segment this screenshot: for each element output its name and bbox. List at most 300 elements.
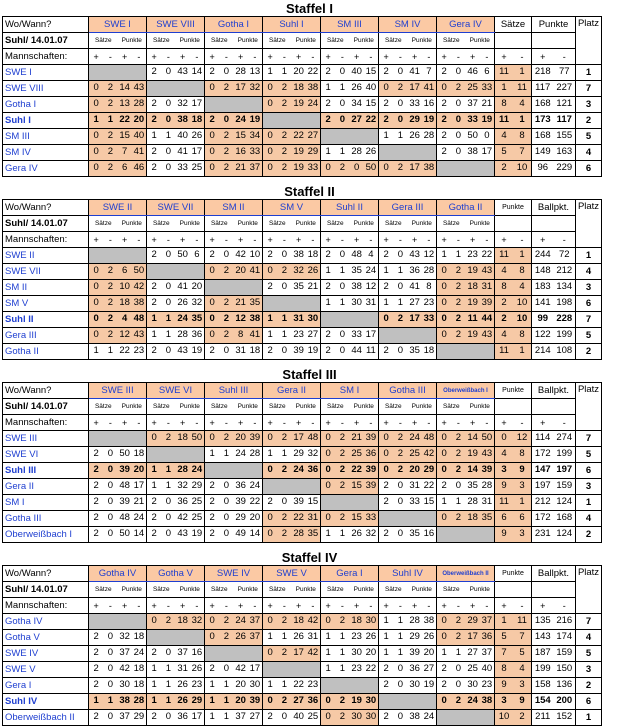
- total-points: [495, 328, 531, 343]
- saetze-punkte-subheader: [205, 33, 263, 49]
- match-result-cell: [263, 280, 321, 296]
- plus-minus-marker: [263, 415, 321, 431]
- match-result-cell: [147, 129, 205, 145]
- match-result-cell: [147, 527, 205, 543]
- sum-right-header: Ballpkt.: [532, 200, 576, 216]
- match-result: [321, 65, 378, 80]
- points-lost: 38: [423, 615, 435, 626]
- total-plus: 4: [501, 265, 507, 276]
- match-result: [379, 129, 436, 144]
- sets-won: 1: [325, 647, 331, 658]
- points-lost: 18: [307, 249, 319, 260]
- team-row: [3, 296, 602, 312]
- points-lost: 40: [133, 130, 145, 141]
- match-result: [437, 431, 494, 446]
- points-won: 22: [293, 512, 304, 523]
- balls-plus: 231: [534, 528, 551, 539]
- points-lost: 23: [481, 679, 493, 690]
- sets-lost: 1: [281, 631, 288, 642]
- match-result-cell: [263, 646, 321, 662]
- points-lost: 21: [307, 281, 319, 292]
- sets-lost: 1: [281, 66, 288, 77]
- sets-won: 1: [383, 265, 389, 276]
- match-result: [321, 296, 378, 311]
- points-won: 28: [177, 464, 188, 475]
- minus-sign: -: [166, 417, 170, 428]
- total-balls: [532, 248, 575, 263]
- sets-lost: 0: [397, 249, 404, 260]
- sets-lost: 2: [397, 448, 404, 459]
- points-lost: 14: [249, 528, 261, 539]
- match-result-cell: [89, 280, 147, 296]
- match-result-cell: [379, 81, 437, 97]
- minus-sign: -: [456, 417, 460, 428]
- self-match-cell: [147, 264, 205, 280]
- sets-lost: 2: [281, 647, 288, 658]
- sets-lost: 0: [339, 329, 346, 340]
- saetze-label: Sätze: [268, 36, 286, 44]
- points-won: 26: [351, 82, 362, 93]
- match-result: [89, 479, 146, 494]
- match-result: [205, 344, 262, 359]
- plus-minus-marker: [379, 598, 437, 614]
- match-result: [263, 161, 320, 176]
- match-result-cell: [205, 81, 263, 97]
- match-result: [437, 511, 494, 526]
- minus-sign: -: [137, 417, 141, 428]
- sets-won: 2: [383, 345, 389, 356]
- sets-lost: 0: [165, 114, 172, 125]
- sets-won: 2: [383, 480, 389, 491]
- sets-won: 0: [383, 432, 389, 443]
- platz-value: 7: [576, 312, 602, 328]
- self-match-cell: [437, 161, 495, 177]
- punkte-label: Punkte: [411, 36, 432, 44]
- punkte-label: Punkte: [469, 585, 490, 593]
- points-won: 20: [293, 66, 304, 77]
- plus-sign: +: [383, 234, 389, 245]
- sets-lost: 2: [281, 98, 288, 109]
- points-won: 6: [121, 265, 128, 276]
- column-team-header: Suhl III: [205, 383, 263, 399]
- sets-lost: 2: [223, 146, 230, 157]
- match-result-cell: [89, 463, 147, 479]
- total-balls-cell: [532, 447, 576, 463]
- plus-minus-marker: [321, 232, 379, 248]
- staffel-title: Staffel I: [286, 1, 333, 16]
- sets-won: 2: [383, 496, 389, 507]
- plus-sign: +: [411, 51, 418, 62]
- sets-won: 1: [441, 249, 447, 260]
- sets-lost: 1: [339, 82, 346, 93]
- sets-won: 0: [325, 615, 331, 626]
- sets-lost: 2: [455, 695, 462, 706]
- match-result: [89, 145, 146, 160]
- sets-won: 2: [151, 281, 157, 292]
- minus-sign: -: [108, 600, 112, 611]
- points-won: 30: [351, 711, 362, 722]
- total-points-cell: [495, 312, 532, 328]
- points-lost: 24: [133, 512, 145, 523]
- saetze-punkte-subheader: [437, 399, 495, 415]
- platz-value: 1: [576, 710, 602, 726]
- total-balls-cell: [532, 264, 576, 280]
- match-result: [321, 614, 378, 629]
- sets-won: 0: [441, 615, 447, 626]
- balls-minus: 228: [556, 313, 573, 324]
- total-points: [495, 463, 531, 478]
- match-result: [147, 328, 204, 343]
- team-name: Gotha V: [3, 630, 89, 646]
- sets-lost: 1: [223, 695, 230, 706]
- total-plus: 6: [501, 512, 507, 523]
- total-balls: [532, 447, 575, 462]
- total-points: [495, 296, 531, 311]
- total-minus: 3: [519, 679, 525, 690]
- plus-sign: +: [501, 600, 507, 611]
- sets-lost: 0: [455, 114, 462, 125]
- points-lost: 18: [133, 663, 145, 674]
- sets-won: 0: [325, 695, 331, 706]
- match-result: [321, 646, 378, 661]
- minus-sign: -: [427, 51, 431, 62]
- match-result-cell: [205, 678, 263, 694]
- sets-lost: 0: [223, 114, 230, 125]
- match-result-cell: [89, 662, 147, 678]
- match-result-cell: [205, 328, 263, 344]
- total-balls: [532, 678, 575, 693]
- points-won: 42: [235, 249, 246, 260]
- balls-plus: 214: [534, 345, 551, 356]
- points-lost: 28: [133, 98, 145, 109]
- points-won: 17: [293, 432, 304, 443]
- saetze-punkte-subheader: [205, 582, 263, 598]
- match-result-cell: [263, 694, 321, 710]
- match-result-cell: [147, 113, 205, 129]
- sets-won: 2: [383, 528, 389, 539]
- sets-lost: 2: [223, 82, 230, 93]
- match-result: [437, 495, 494, 510]
- saetze-label: Sätze: [94, 36, 112, 44]
- points-won: 25: [409, 448, 420, 459]
- points-won: 19: [351, 695, 362, 706]
- team-row: [3, 678, 602, 694]
- match-result: [379, 65, 436, 80]
- saetze-label: Sätze: [152, 402, 170, 410]
- team-row: [3, 694, 602, 710]
- points-lost: 24: [133, 647, 145, 658]
- saetze-punkte-subheader: [379, 216, 437, 232]
- match-result-cell: [321, 630, 379, 646]
- sets-lost: 2: [223, 265, 230, 276]
- match-result-cell: [321, 479, 379, 495]
- points-won: 15: [351, 512, 362, 523]
- points-won: 24: [235, 448, 246, 459]
- balls-plus: 143: [534, 631, 551, 642]
- match-result-cell: [321, 248, 379, 264]
- event-date: Suhl/ 14.01.07: [3, 33, 89, 49]
- plus-sign: +: [295, 600, 302, 611]
- match-result: [379, 280, 436, 295]
- sets-won: 2: [151, 114, 157, 125]
- points-lost: 17: [365, 329, 377, 340]
- minus-sign: -: [427, 234, 431, 245]
- saetze-punkte-subheader: [263, 582, 321, 598]
- points-lost: 42: [423, 448, 435, 459]
- sets-won: 1: [325, 631, 331, 642]
- sets-lost: 1: [223, 679, 230, 690]
- balls-minus: 152: [556, 711, 573, 722]
- match-result: [89, 463, 146, 478]
- saetze-punkte-subheader: [379, 582, 437, 598]
- balls-minus: 72: [558, 249, 570, 260]
- minus-sign: -: [427, 417, 431, 428]
- match-result-cell: [437, 81, 495, 97]
- match-result-cell: [205, 479, 263, 495]
- sets-won: 0: [209, 162, 215, 173]
- plus-minus-marker: [532, 232, 576, 248]
- points-lost: 13: [249, 66, 261, 77]
- plus-sign: +: [179, 417, 186, 428]
- match-result: [321, 431, 378, 446]
- points-won: 18: [351, 615, 362, 626]
- match-result-cell: [147, 248, 205, 264]
- match-result-cell: [379, 264, 437, 280]
- sets-won: 1: [267, 631, 273, 642]
- match-result-cell: [205, 694, 263, 710]
- match-result: [205, 161, 262, 176]
- sets-won: 1: [93, 114, 99, 125]
- match-result: [321, 662, 378, 677]
- match-result: [379, 678, 436, 693]
- match-result: [379, 81, 436, 96]
- sets-lost: 1: [107, 114, 114, 125]
- wo-wann-label: Wo/Wann?: [3, 566, 89, 582]
- match-result-cell: [205, 710, 263, 726]
- staffel-title: Staffel III: [282, 367, 337, 382]
- points-won: 41: [177, 281, 188, 292]
- points-lost: 19: [307, 345, 319, 356]
- platz-value: 7: [576, 614, 602, 630]
- match-result-cell: [379, 280, 437, 296]
- team-name: SWE VI: [3, 447, 89, 463]
- points-won: 30: [119, 679, 130, 690]
- sets-won: 2: [267, 711, 273, 722]
- column-team-header: SM I: [321, 383, 379, 399]
- plus-sign: +: [179, 51, 186, 62]
- plus-sign: +: [540, 417, 546, 428]
- plus-sign: +: [267, 51, 273, 62]
- points-won: 50: [119, 528, 130, 539]
- total-points: [495, 479, 531, 494]
- column-team-header: SM V: [263, 200, 321, 216]
- self-match-cell: [89, 65, 147, 81]
- points-won: 26: [351, 528, 362, 539]
- sum-right-header: Punkte: [532, 17, 576, 33]
- match-result-cell: [263, 614, 321, 630]
- total-plus: 0: [501, 432, 507, 443]
- minus-sign: -: [311, 600, 315, 611]
- match-result: [321, 447, 378, 462]
- points-lost: 39: [481, 464, 493, 475]
- points-won: 27: [467, 647, 478, 658]
- sets-lost: 0: [107, 631, 114, 642]
- points-won: 39: [119, 496, 130, 507]
- total-minus: 7: [519, 146, 525, 157]
- points-won: 30: [351, 297, 362, 308]
- match-result: [437, 447, 494, 462]
- points-won: 22: [119, 345, 130, 356]
- punkte-label: Punkte: [295, 585, 316, 593]
- sets-won: 2: [151, 496, 157, 507]
- balls-plus: 172: [534, 448, 551, 459]
- points-won: 33: [409, 496, 420, 507]
- total-points-cell: [495, 344, 532, 360]
- match-result: [147, 495, 204, 510]
- points-lost: 34: [249, 130, 261, 141]
- sets-won: 0: [441, 631, 447, 642]
- sets-won: 2: [93, 631, 99, 642]
- match-result: [205, 614, 262, 629]
- platz-value: 4: [576, 145, 602, 161]
- points-lost: 26: [365, 631, 377, 642]
- balls-plus: 173: [534, 114, 551, 125]
- minus-sign: -: [253, 600, 257, 611]
- match-result: [321, 248, 378, 263]
- plus-sign: +: [469, 417, 476, 428]
- minus-sign: -: [520, 51, 524, 62]
- points-lost: 8: [426, 281, 432, 292]
- saetze-label: Sätze: [152, 219, 170, 227]
- minus-sign: -: [224, 600, 228, 611]
- points-lost: 32: [191, 297, 203, 308]
- match-result: [205, 630, 262, 645]
- platz-value: 6: [576, 296, 602, 312]
- sets-won: 2: [325, 249, 331, 260]
- header-row: [3, 17, 602, 33]
- total-minus: 11: [517, 615, 527, 626]
- team-row: [3, 312, 602, 328]
- points-lost: 22: [365, 663, 377, 674]
- minus-sign: -: [311, 234, 315, 245]
- minus-sign: -: [398, 51, 402, 62]
- balls-minus: 274: [556, 432, 573, 443]
- points-won: 48: [119, 512, 130, 523]
- sets-won: 2: [441, 66, 447, 77]
- points-lost: 28: [423, 130, 435, 141]
- sets-won: 0: [151, 432, 157, 443]
- sets-lost: 0: [223, 480, 230, 491]
- team-name: SWE V: [3, 662, 89, 678]
- total-plus: 11: [499, 66, 509, 77]
- sets-won: 2: [383, 663, 389, 674]
- points-lost: 33: [481, 82, 493, 93]
- match-result: [379, 463, 436, 478]
- points-won: 14: [119, 82, 130, 93]
- sets-lost: 0: [165, 711, 172, 722]
- sets-won: 2: [151, 647, 157, 658]
- points-won: 26: [177, 679, 188, 690]
- points-lost: 31: [365, 297, 377, 308]
- points-lost: 20: [133, 114, 145, 125]
- points-won: 35: [467, 480, 478, 491]
- points-lost: 24: [249, 480, 261, 491]
- sets-won: 0: [441, 281, 447, 292]
- total-points-cell: [495, 113, 532, 129]
- sets-won: 0: [151, 615, 157, 626]
- points-won: 23: [351, 663, 362, 674]
- match-result-cell: [379, 614, 437, 630]
- points-won: 24: [409, 432, 420, 443]
- plus-minus-marker: [147, 415, 205, 431]
- points-lost: 15: [365, 66, 377, 77]
- points-lost: 23: [423, 297, 435, 308]
- sets-lost: 0: [339, 114, 346, 125]
- points-won: 23: [351, 631, 362, 642]
- match-result-cell: [321, 344, 379, 360]
- points-won: 31: [235, 345, 246, 356]
- sets-won: 0: [267, 695, 273, 706]
- plus-minus-marker: [379, 49, 437, 65]
- points-won: 24: [177, 313, 188, 324]
- plus-sign: +: [93, 600, 99, 611]
- points-lost: 17: [481, 146, 493, 157]
- match-result-cell: [89, 97, 147, 113]
- sets-won: 0: [267, 615, 273, 626]
- match-result-cell: [147, 614, 205, 630]
- minus-sign: -: [253, 234, 257, 245]
- balls-plus: 114: [535, 432, 551, 443]
- points-lost: 19: [191, 345, 203, 356]
- total-points-cell: [495, 161, 532, 177]
- match-result-cell: [321, 614, 379, 630]
- match-result-cell: [263, 495, 321, 511]
- total-balls-cell: [532, 614, 576, 630]
- sets-lost: 2: [107, 130, 114, 141]
- plus-sign: +: [441, 234, 447, 245]
- minus-sign: -: [369, 51, 373, 62]
- points-lost: 11: [365, 345, 376, 356]
- match-result: [147, 344, 204, 359]
- plus-sign: +: [121, 417, 128, 428]
- match-result: [205, 447, 262, 462]
- match-result-cell: [321, 280, 379, 296]
- platz-value: 4: [576, 630, 602, 646]
- sets-lost: 0: [339, 249, 346, 260]
- sets-lost: 0: [107, 528, 114, 539]
- platz-value: 3: [576, 479, 602, 495]
- points-lost: 27: [423, 663, 435, 674]
- plus-sign: +: [325, 600, 331, 611]
- sets-won: 2: [441, 663, 447, 674]
- total-balls-cell: [532, 511, 576, 527]
- points-lost: 18: [133, 448, 145, 459]
- minus-sign: -: [195, 600, 199, 611]
- match-result: [379, 431, 436, 446]
- platz-value: 1: [576, 495, 602, 511]
- minus-sign: -: [195, 417, 199, 428]
- total-points: [495, 264, 531, 279]
- total-points-cell: [495, 630, 532, 646]
- sets-lost: 1: [339, 146, 346, 157]
- match-result-cell: [147, 511, 205, 527]
- total-minus: 2: [519, 711, 525, 722]
- column-team-header: SWE III: [89, 383, 147, 399]
- sets-lost: 1: [397, 647, 404, 658]
- total-points: [495, 161, 531, 176]
- sets-won: 2: [93, 464, 99, 475]
- plus-sign: +: [540, 234, 546, 245]
